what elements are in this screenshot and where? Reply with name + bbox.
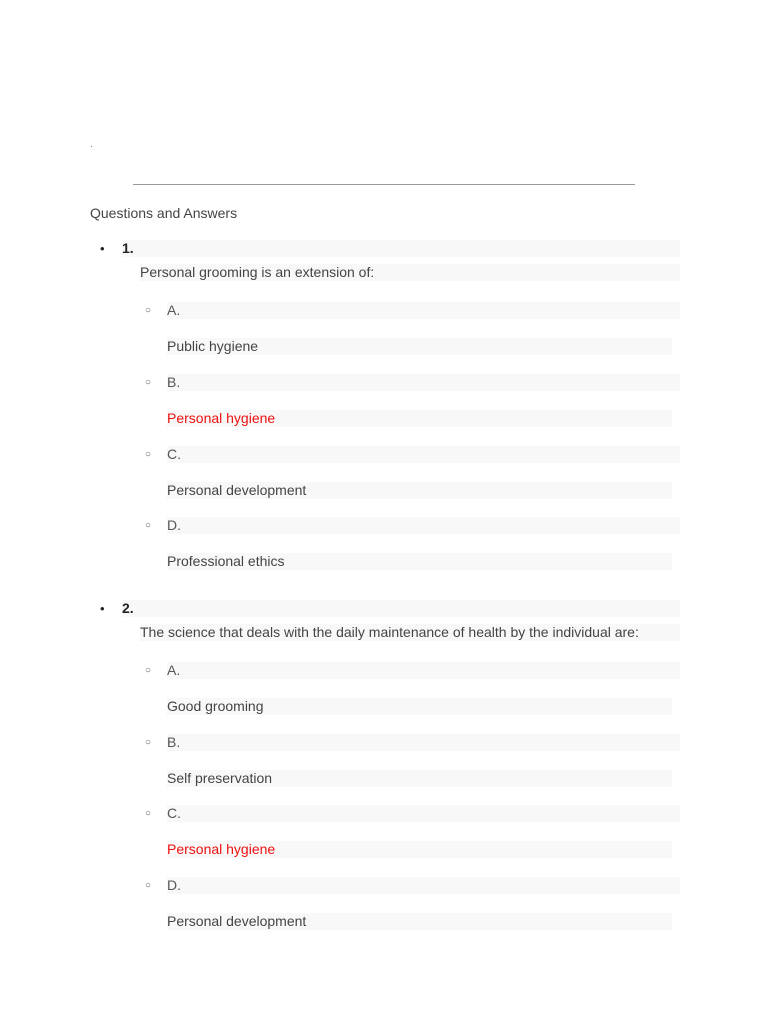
option-letter: D. [167,517,680,534]
option-letter: A. [167,302,680,319]
question-text: Personal grooming is an extension of: [140,264,680,281]
section-title: Questions and Answers [90,205,238,221]
option-letter: B. [167,374,680,391]
option-letter: A. [167,662,680,679]
option-answer-correct: Personal hygiene [167,841,672,858]
option-answer: Public hygiene [167,338,672,355]
question-number: 2. [122,600,680,617]
circle-bullet-icon: ○ [145,808,152,819]
circle-bullet-icon: ○ [145,305,152,316]
option-letter: D. [167,877,680,894]
option-letter: C. [167,805,680,822]
bullet-icon: • [100,241,105,256]
bullet-icon: • [100,601,105,616]
horizontal-divider [133,184,635,185]
option-answer: Self preservation [167,770,672,787]
option-answer: Professional ethics [167,553,672,570]
option-answer-correct: Personal hygiene [167,410,672,427]
option-letter: B. [167,734,680,751]
question-number: 1. [122,240,680,257]
option-letter: C. [167,446,680,463]
circle-bullet-icon: ○ [145,737,152,748]
question-text: The science that deals with the daily maintenance of health by the individual are: [140,624,680,641]
option-answer: Good grooming [167,698,672,715]
circle-bullet-icon: ○ [145,520,152,531]
circle-bullet-icon: ○ [145,449,152,460]
option-answer: Personal development [167,482,672,499]
header-mark: . [90,139,93,150]
option-answer: Personal development [167,913,672,930]
circle-bullet-icon: ○ [145,377,152,388]
circle-bullet-icon: ○ [145,880,152,891]
circle-bullet-icon: ○ [145,665,152,676]
